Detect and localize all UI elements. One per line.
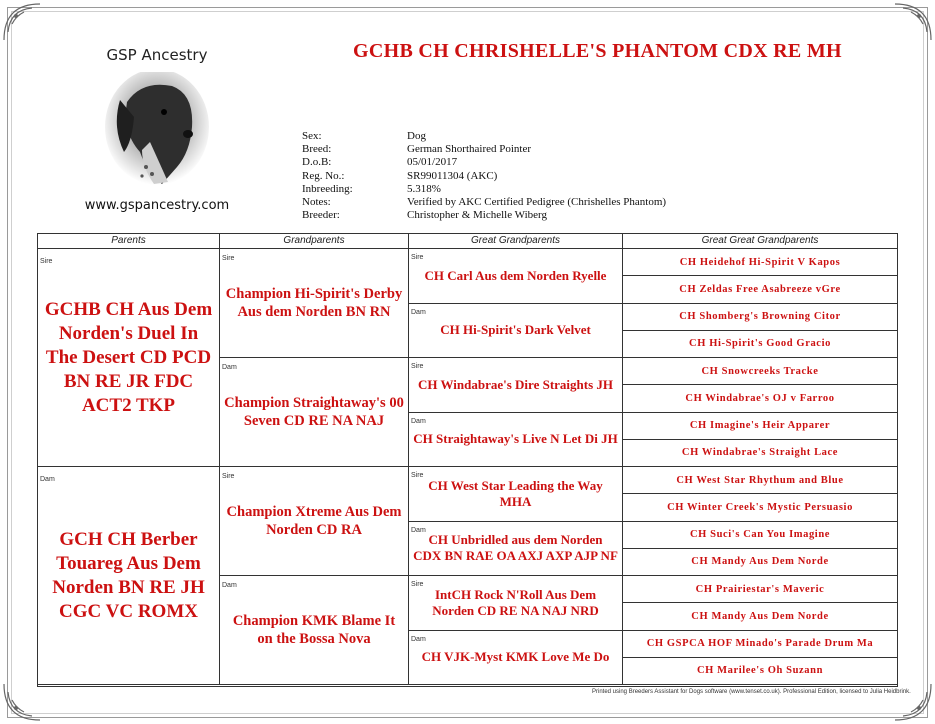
great-grandparent-cell: [409, 358, 623, 413]
great-grandparent-cell: [409, 467, 623, 522]
relation-tag: Sire: [222, 255, 235, 262]
info-label: Breeder:: [302, 209, 340, 222]
grandparent-cell: [220, 467, 409, 576]
info-label: Breed:: [302, 143, 332, 156]
great-great-grandparent-cell: [623, 304, 897, 331]
dog-name: Champion Xtreme Aus Dem Norden CD RA: [226, 504, 402, 538]
relation-tag: Sire: [411, 363, 424, 370]
dog-name: CH Winter Creek's Mystic Persuasio: [667, 501, 853, 513]
great-grandparent-cell: [409, 522, 623, 577]
great-grandparent-cell: [409, 249, 623, 304]
dog-name: CH Hi-Spirit's Good Gracio: [689, 338, 831, 350]
relation-tag: Sire: [222, 473, 235, 480]
dog-name: CH Heidehof Hi-Spirit V Kapos: [679, 256, 841, 268]
relation-tag: Dam: [222, 364, 237, 371]
great-great-grandparent-cell: [623, 331, 897, 358]
info-value: 05/01/2017: [407, 156, 458, 169]
dog-name: CH Snowcreeks Tracke: [701, 365, 819, 377]
dog-name: CH Mandy Aus Dem Norde: [691, 556, 829, 568]
relation-tag: Dam: [411, 308, 426, 316]
great-great-grandparent-cell: [623, 658, 897, 685]
great-great-grandparent-cell: [623, 549, 897, 576]
dog-name: CH Zeldas Free Asabreeze vGre: [679, 283, 841, 295]
pedigree-table: [37, 233, 898, 687]
dog-name: Champion Hi-Spirit's Derby Aus dem Norden BN RN: [225, 286, 403, 320]
info-row: [302, 209, 666, 222]
dog-name: CH GSPCA HOF Minado's Parade Drum Ma: [646, 638, 874, 650]
great-great-grandparent-cell: [623, 413, 897, 440]
great-great-grandparent-cell: [623, 603, 897, 630]
grandparent-cell: [220, 576, 409, 685]
info-row: [302, 183, 666, 196]
grandparent-cell: [220, 358, 409, 467]
dog-name: CH Windabrae's Dire Straights JH: [417, 376, 614, 392]
dog-name: CH Windabrae's Straight Lace: [681, 447, 839, 459]
great-great-grandparent-cell: [623, 276, 897, 303]
dog-name: CH West Star Rhythum and Blue: [676, 474, 844, 486]
relation-tag: Dam: [40, 476, 55, 483]
logo-url: www.gspancestry.com: [84, 198, 230, 213]
great-grandparent-cell: [409, 576, 623, 631]
dog-name: CH Unbridled aus dem Norden CDX BN RAE OA AXJ AXP AJP NF: [413, 532, 618, 564]
dog-name: IntCH Rock N'Roll Aus Dem Norden CD RE NA NAJ NRD: [432, 586, 599, 618]
dog-name: CH Mandy Aus Dem Norde: [691, 610, 829, 622]
relation-tag: Sire: [411, 472, 424, 479]
info-label: Notes:: [302, 195, 331, 208]
great-great-grandparent-cell: [623, 576, 897, 603]
header-grandparents: Grandparents: [220, 234, 409, 249]
great-great-grandparent-cell: [623, 385, 897, 412]
dog-name: CH Suci's Can You Imagine: [689, 529, 831, 541]
dog-name: GCHB CH Aus Dem Norden's Duel In The Desert CD PCD BN RE JR FDC ACT2 TKP: [44, 298, 213, 416]
dog-name: CH Prairiestar's Maveric: [695, 583, 825, 595]
info-label: D.o.B:: [302, 156, 332, 169]
header-great-great-grandparents: Great Great Grandparents: [623, 234, 897, 249]
corner-ornament-icon: [893, 682, 933, 722]
logo-title: GSP Ancestry: [106, 46, 208, 64]
info-row: [302, 143, 666, 156]
dog-title: GCHB CH CHRISHELLE'S PHANTOM CDX RE MH: [353, 40, 842, 62]
info-value: SR99011304 (AKC): [407, 169, 498, 182]
info-value: Dog: [407, 130, 426, 142]
dog-name: GCH CH Berber Touareg Aus Dem Norden BN RE JH CGC VC ROMX: [52, 528, 205, 622]
info-value: Christopher & Michelle Wiberg: [407, 209, 547, 222]
info-row: [302, 170, 666, 183]
relation-tag: Sire: [411, 254, 424, 261]
great-great-grandparent-cell: [623, 631, 897, 658]
info-row: [302, 196, 666, 209]
info-row: [302, 156, 666, 169]
footer-note: Printed using Breeders Assistant for Dogs software (www.tenset.co.uk). Professional Edition, licensed to Julia Heidbrink.: [592, 689, 911, 695]
parent-cell: [38, 249, 220, 467]
dog-name: CH Straightaway's Live N Let Di JH: [413, 431, 618, 447]
corner-ornament-icon: [893, 2, 933, 42]
great-grandparent-cell: [409, 413, 623, 468]
dog-portrait-icon: [102, 72, 212, 192]
dog-name: CH Marilee's Oh Suzann: [696, 665, 824, 677]
info-value: Verified by AKC Certified Pedigree (Chrishelles Phantom): [407, 195, 667, 208]
great-grandparent-cell: [409, 304, 623, 359]
great-grandparent-cell: [409, 631, 623, 686]
dog-name: CH Windabrae's OJ v Farroo: [685, 392, 835, 404]
header-great-grandparents: Great Grandparents: [409, 234, 623, 249]
logo: [72, 40, 242, 220]
corner-ornament-icon: [2, 682, 42, 722]
relation-tag: Sire: [411, 581, 424, 588]
grandparent-cell: [220, 249, 409, 358]
info-label: Reg. No.:: [302, 169, 345, 182]
info-value: 5.318%: [407, 182, 441, 195]
relation-tag: Sire: [40, 258, 53, 265]
parent-cell: [38, 467, 220, 685]
info-label: Sex:: [302, 130, 322, 142]
corner-ornament-icon: [2, 2, 42, 42]
great-great-grandparent-cell: [623, 467, 897, 494]
relation-tag: Dam: [411, 417, 426, 425]
relation-tag: Dam: [411, 635, 426, 643]
dog-name: CH Shomberg's Browning Citor: [679, 311, 841, 323]
great-great-grandparent-cell: [623, 494, 897, 521]
relation-tag: Dam: [222, 582, 237, 589]
dog-name: CH Imagine's Heir Apparer: [689, 420, 831, 432]
dog-name: CH West Star Leading the Way MHA: [428, 477, 603, 509]
dog-name: Champion KMK Blame It on the Bossa Nova: [232, 613, 396, 647]
info-value: German Shorthaired Pointer: [407, 143, 532, 156]
great-great-grandparent-cell: [623, 358, 897, 385]
relation-tag: Dam: [411, 526, 426, 534]
great-great-grandparent-cell: [623, 249, 897, 276]
dog-name: CH VJK-Myst KMK Love Me Do: [421, 649, 610, 665]
dog-name: CH Carl Aus dem Norden Ryelle: [424, 267, 607, 283]
dog-info: [302, 130, 666, 222]
header-parents: Parents: [38, 234, 220, 249]
dog-name: Champion Straightaway's 00 Seven CD RE NA NAJ: [224, 395, 404, 429]
info-label: Inbreeding:: [302, 182, 353, 195]
dog-name: CH Hi-Spirit's Dark Velvet: [440, 322, 591, 338]
great-great-grandparent-cell: [623, 522, 897, 549]
great-great-grandparent-cell: [623, 440, 897, 467]
info-row: [302, 130, 666, 143]
